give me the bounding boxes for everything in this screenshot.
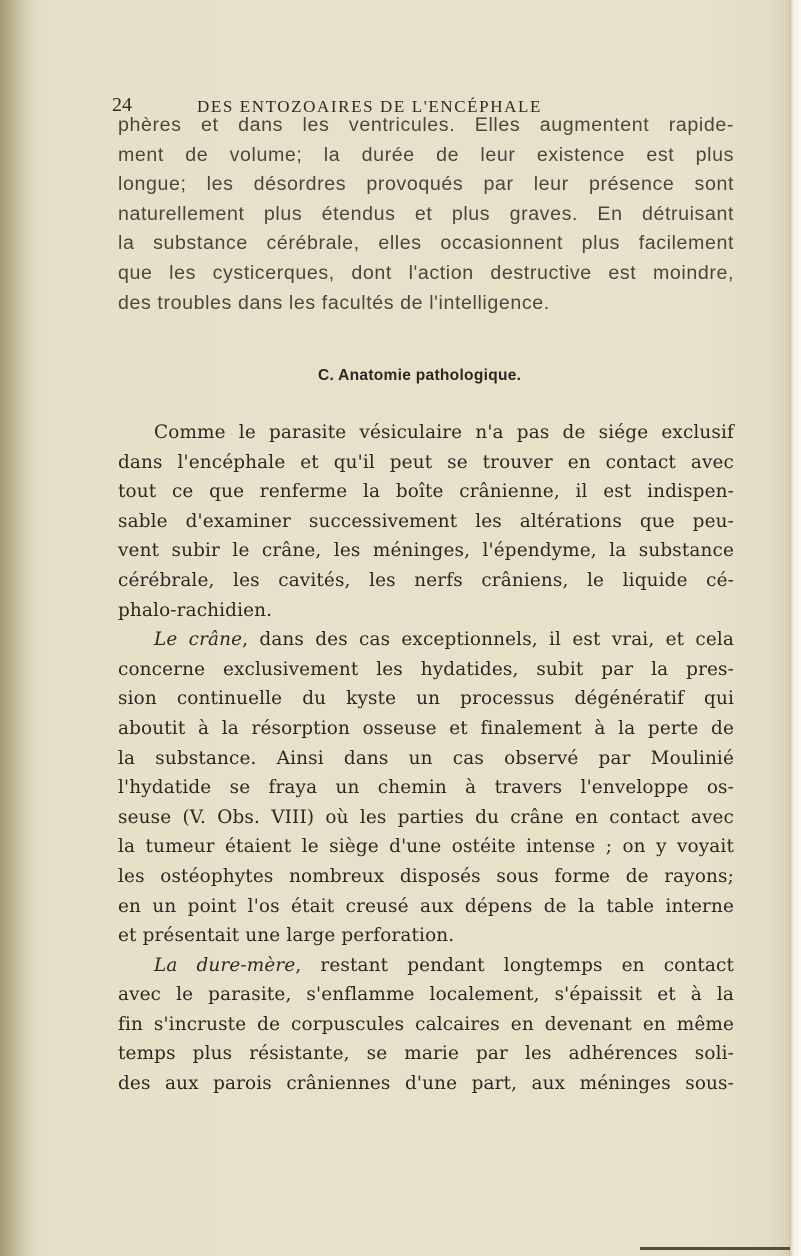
text-line: fin s'incruste de corpuscules calcaires en devenant en même — [118, 1013, 734, 1035]
text-line: les ostéophytes nombreux disposés sous forme de rayons; — [118, 865, 734, 887]
section-heading: C. Anatomie pathologique. — [318, 367, 522, 384]
text-line: ment de volume; la durée de leur existence est plus — [118, 143, 734, 166]
page-bottom-edge-line — [640, 1247, 790, 1250]
text-line: l'hydatide se fraya un chemin à travers l'enveloppe os- — [118, 777, 734, 799]
text-line: seuse (V. Obs. VIII) où les parties du crâne en contact avec — [118, 806, 734, 828]
italic-term-crane: Le crâne — [154, 629, 243, 651]
binding-gutter-shadow — [0, 0, 36, 1256]
italic-term-dure-mere: La dure-mère — [154, 954, 296, 976]
text-line: phères et dans les ventricules. Elles augmentent rapide- — [118, 114, 734, 136]
running-title: DES ENTOZOAIRES DE L'ENCÉPHALE — [197, 97, 542, 116]
text-line: la substance cérébrale, elles occasionnent plus facilement — [118, 232, 734, 255]
text-line: en un point l'os était creusé aux dépens de la table interne — [118, 895, 734, 917]
text-line: phalo-rachidien. — [118, 599, 273, 621]
text-line: naturellement plus étendus et plus graves. En détruisant — [118, 202, 734, 225]
text-line: vent subir le crâne, les méninges, l'épendyme, la substance — [118, 540, 734, 562]
text-line: des troubles dans les facultés de l'intelligence. — [118, 291, 550, 314]
text-line: cérébrale, les cavités, les nerfs crâniens, le liquide cé- — [118, 569, 734, 591]
paragraph-4-first-line — [118, 951, 734, 981]
text-line: dans l'encéphale et qu'il peut se trouver en contact avec — [118, 451, 734, 473]
text-line: la substance. Ainsi dans un cas observé par Moulinié — [118, 747, 734, 769]
body-text — [118, 418, 734, 1099]
text-line: aboutit à la résorption osseuse et finalement à la perte de — [118, 717, 734, 739]
text-line: concerne exclusivement les hydatides, subit par la pres- — [118, 658, 734, 680]
text-line: longue; les désordres provoqués par leur présence sont — [118, 173, 734, 196]
text-line: que les cysticerques, dont l'action destructive est moindre, — [118, 261, 734, 284]
paragraph-3-first-line — [118, 625, 734, 655]
text-fragment: , dans des cas exceptionnels, il est vrai, et cela — [242, 629, 734, 651]
page-edge — [789, 0, 801, 1256]
text-fragment: , restant pendant longtemps en contact — [295, 954, 735, 976]
page-number: 24 — [112, 94, 132, 116]
text-line: et présentait une large perforation. — [118, 925, 455, 947]
text-line: sion continuelle du kyste un processus dégénératif qui — [118, 688, 734, 710]
text-line: temps plus résistante, se marie par les adhérences soli- — [118, 1043, 734, 1065]
text-line: avec le parasite, s'enflamme localement, s'épaissit et à la — [118, 984, 734, 1006]
text-line: Comme le parasite vésiculaire n'a pas de siége exclusif — [154, 422, 734, 443]
text-line: tout ce que renferme la boîte crânienne, il est indispen- — [118, 481, 734, 503]
text-line: des aux parois crâniennes d'une part, aux méninges sous- — [118, 1073, 734, 1095]
text-line: sable d'examiner successivement les altérations que peu- — [118, 510, 734, 532]
paragraph-1 — [118, 111, 734, 318]
text-line: la tumeur étaient le siège d'une ostéite intense ; on y voyait — [118, 836, 734, 858]
